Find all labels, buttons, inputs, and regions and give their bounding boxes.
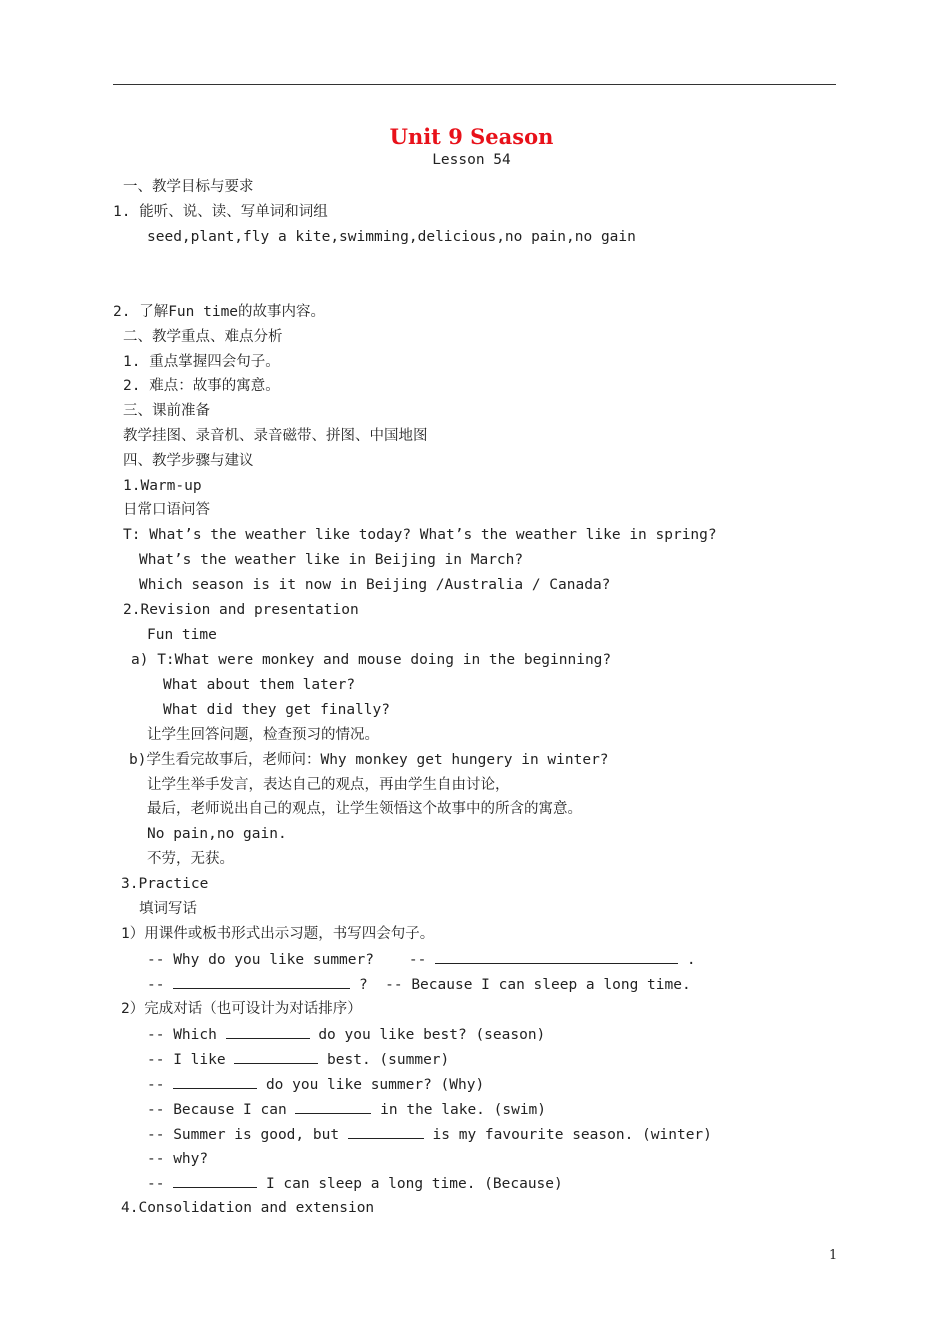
exercise-line: -- Which do you like best? (season) xyxy=(147,1024,545,1045)
question-line: What about them later? xyxy=(163,677,356,693)
exercise-line: -- Summer is good, but is my favourite season. (winter) xyxy=(147,1124,712,1145)
text-line: 让学生回答问题，检查预习的情况。 xyxy=(147,727,379,743)
page-number: 1 xyxy=(829,1248,838,1263)
dialogue-line: What’s the weather like in Beijing in March? xyxy=(139,552,524,568)
vocab-line: seed,plant,fly a kite,swimming,delicious,no pain,no gain xyxy=(147,229,636,245)
section-heading: 一、教学目标与要求 xyxy=(123,179,254,195)
exercise-line: -- I can sleep a long time. (Because) xyxy=(147,1173,563,1194)
text-line: 教学挂图、录音机、录音磁带、拼图、中国地图 xyxy=(123,428,428,444)
list-item: 1. 能听、说、读、写单词和词组 xyxy=(113,204,328,220)
answer-blank xyxy=(226,1024,310,1039)
step-heading: 3.Practice xyxy=(121,876,209,892)
step-heading: 2.Revision and presentation xyxy=(123,602,359,618)
list-item: 1. 重点掌握四会句子。 xyxy=(123,354,280,370)
question-line: What did they get finally? xyxy=(163,702,390,718)
dialogue-line: T: What’s the weather like today? What’s the weather like in spring? xyxy=(123,527,717,543)
page-title: Unit 9 Season xyxy=(389,124,554,149)
answer-blank xyxy=(435,949,678,964)
answer-blank xyxy=(173,1173,257,1188)
header-rule xyxy=(113,84,836,85)
text-line: 让学生举手发言，表达自己的观点，再由学生自由讨论， xyxy=(147,777,510,793)
answer-blank xyxy=(173,974,350,989)
question-line: b)学生看完故事后，老师问：Why monkey get hungery in winter? xyxy=(129,752,609,768)
dialogue-line: Which season is it now in Beijing /Australia / Canada? xyxy=(139,577,611,593)
step-heading: 4.Consolidation and extension xyxy=(121,1200,375,1216)
question-line: a) T:What were monkey and mouse doing in the beginning? xyxy=(131,652,612,668)
list-item: 2. 了解Fun time的故事内容。 xyxy=(113,304,326,320)
text-line: 不劳，无获。 xyxy=(147,851,234,867)
exercise-line: -- Why do you like summer? -- . xyxy=(147,949,696,970)
exercise-line: -- why? xyxy=(147,1151,209,1167)
text-line: No pain,no gain. xyxy=(147,826,287,842)
exercise-line: -- I like best. (summer) xyxy=(147,1049,449,1070)
exercise-line: -- ? -- Because I can sleep a long time. xyxy=(147,974,691,995)
text-line: 填词写话 xyxy=(139,901,197,917)
section-heading: 二、教学重点、难点分析 xyxy=(123,329,283,345)
exercise-line: -- do you like summer? (Why) xyxy=(147,1074,484,1095)
exercise-heading: 1）用课件或板书形式出示习题，书写四会句子。 xyxy=(121,926,435,942)
answer-blank xyxy=(348,1124,424,1139)
step-heading: 1.Warm-up xyxy=(123,478,202,494)
text-line: 最后，老师说出自己的观点，让学生领悟这个故事中的所含的寓意。 xyxy=(147,801,582,817)
answer-blank xyxy=(173,1074,257,1089)
lesson-subtitle: Lesson 54 xyxy=(432,152,511,168)
section-heading: 四、教学步骤与建议 xyxy=(123,453,254,469)
exercise-heading: 2）完成对话（也可设计为对话排序） xyxy=(121,1001,362,1017)
list-item: 2. 难点：故事的寓意。 xyxy=(123,378,280,394)
text-line: Fun time xyxy=(147,627,217,643)
text-line: 日常口语问答 xyxy=(123,502,210,518)
answer-blank xyxy=(234,1049,318,1064)
answer-blank xyxy=(295,1099,371,1114)
exercise-line: -- Because I can in the lake. (swim) xyxy=(147,1099,546,1120)
section-heading: 三、课前准备 xyxy=(123,403,210,419)
